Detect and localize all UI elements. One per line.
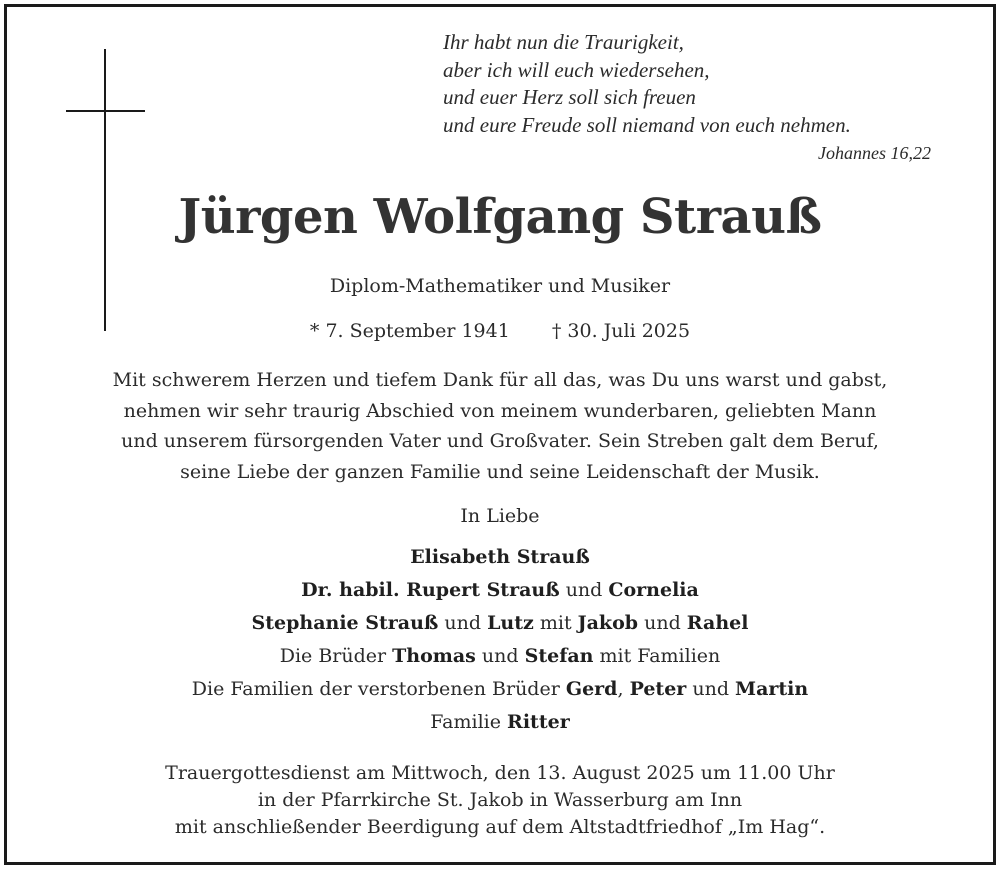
closing-phrase: In Liebe <box>460 505 540 527</box>
connector-text: Die Familien der verstorbenen Brüder <box>191 678 566 700</box>
mourner-line <box>37 607 963 640</box>
mourners-list <box>37 541 963 739</box>
mourner-name: Lutz <box>487 612 534 634</box>
connector-text: und <box>438 612 488 634</box>
connector-text: , <box>617 678 630 700</box>
message-line: seine Liebe der ganzen Familie und seine Leidenschaft der Musik. <box>180 460 820 483</box>
connector-text: und <box>559 579 609 601</box>
verse-reference: Johannes 16,22 <box>818 143 931 163</box>
mourner-name: Dr. habil. Rupert Strauß <box>301 579 560 601</box>
mourner-name: Cornelia <box>608 579 699 601</box>
mourner-name: Thomas <box>392 645 476 667</box>
mourner-line <box>37 640 963 673</box>
service-line: Trauergottesdienst am Mittwoch, den 13. August 2025 um 11.00 Uhr <box>165 762 835 784</box>
connector-text: und <box>475 645 525 667</box>
message-line: und unserem fürsorgenden Vater und Großvater. Sein Streben galt dem Beruf, <box>121 430 879 452</box>
message-line: Mit schwerem Herzen und tiefem Dank für all das, was Du uns warst und gabst, <box>112 369 888 391</box>
mourner-line <box>37 706 963 739</box>
obituary-notice <box>4 4 996 865</box>
connector-text: Familie <box>430 711 508 733</box>
bible-verse <box>443 29 851 139</box>
mourner-name: Peter <box>629 678 687 700</box>
mourner-name: Jakob <box>577 612 639 634</box>
connector-text: und <box>638 612 687 634</box>
funeral-service-info <box>37 760 963 841</box>
connector-text: und <box>686 678 736 700</box>
mourner-line <box>37 541 963 574</box>
mourner-line <box>37 574 963 607</box>
mourner-name: Elisabeth Strauß <box>410 546 590 568</box>
mourner-name: Stefan <box>524 645 594 667</box>
connector-text: Die Brüder <box>279 645 393 667</box>
cross-horizontal-bar <box>66 110 145 112</box>
service-line: mit anschließender Beerdigung auf dem Altstadtfriedhof „Im Hag“. <box>174 816 826 838</box>
mourner-name: Gerd <box>565 678 618 700</box>
deceased-name: Jürgen Wolfgang Strauß <box>178 189 822 245</box>
mourner-line <box>37 673 963 706</box>
mourner-name: Rahel <box>686 612 749 634</box>
verse-line: und eure Freude soll niemand von euch nehmen. <box>443 112 851 137</box>
connector-text: mit Familien <box>593 645 721 667</box>
life-dates <box>7 320 993 342</box>
message-line: nehmen wir sehr traurig Abschied von meinem wunderbaren, geliebten Mann <box>123 399 877 422</box>
mourner-name: Ritter <box>507 711 570 733</box>
mourner-name: Martin <box>735 678 809 700</box>
birth-date: * 7. September 1941 <box>309 320 510 342</box>
verse-line: und euer Herz soll sich freuen <box>443 85 696 109</box>
farewell-message <box>47 365 953 487</box>
service-line: in der Pfarrkirche St. Jakob in Wasserburg am Inn <box>257 789 743 811</box>
death-date: † 30. Juli 2025 <box>551 320 691 342</box>
deceased-profession: Diplom-Mathematiker und Musiker <box>329 275 671 297</box>
verse-line: Ihr habt nun die Traurigkeit, <box>443 30 684 54</box>
verse-line: aber ich will euch wiedersehen, <box>443 57 710 82</box>
mourner-name: Stephanie Strauß <box>251 612 439 634</box>
connector-text: mit <box>533 612 578 634</box>
